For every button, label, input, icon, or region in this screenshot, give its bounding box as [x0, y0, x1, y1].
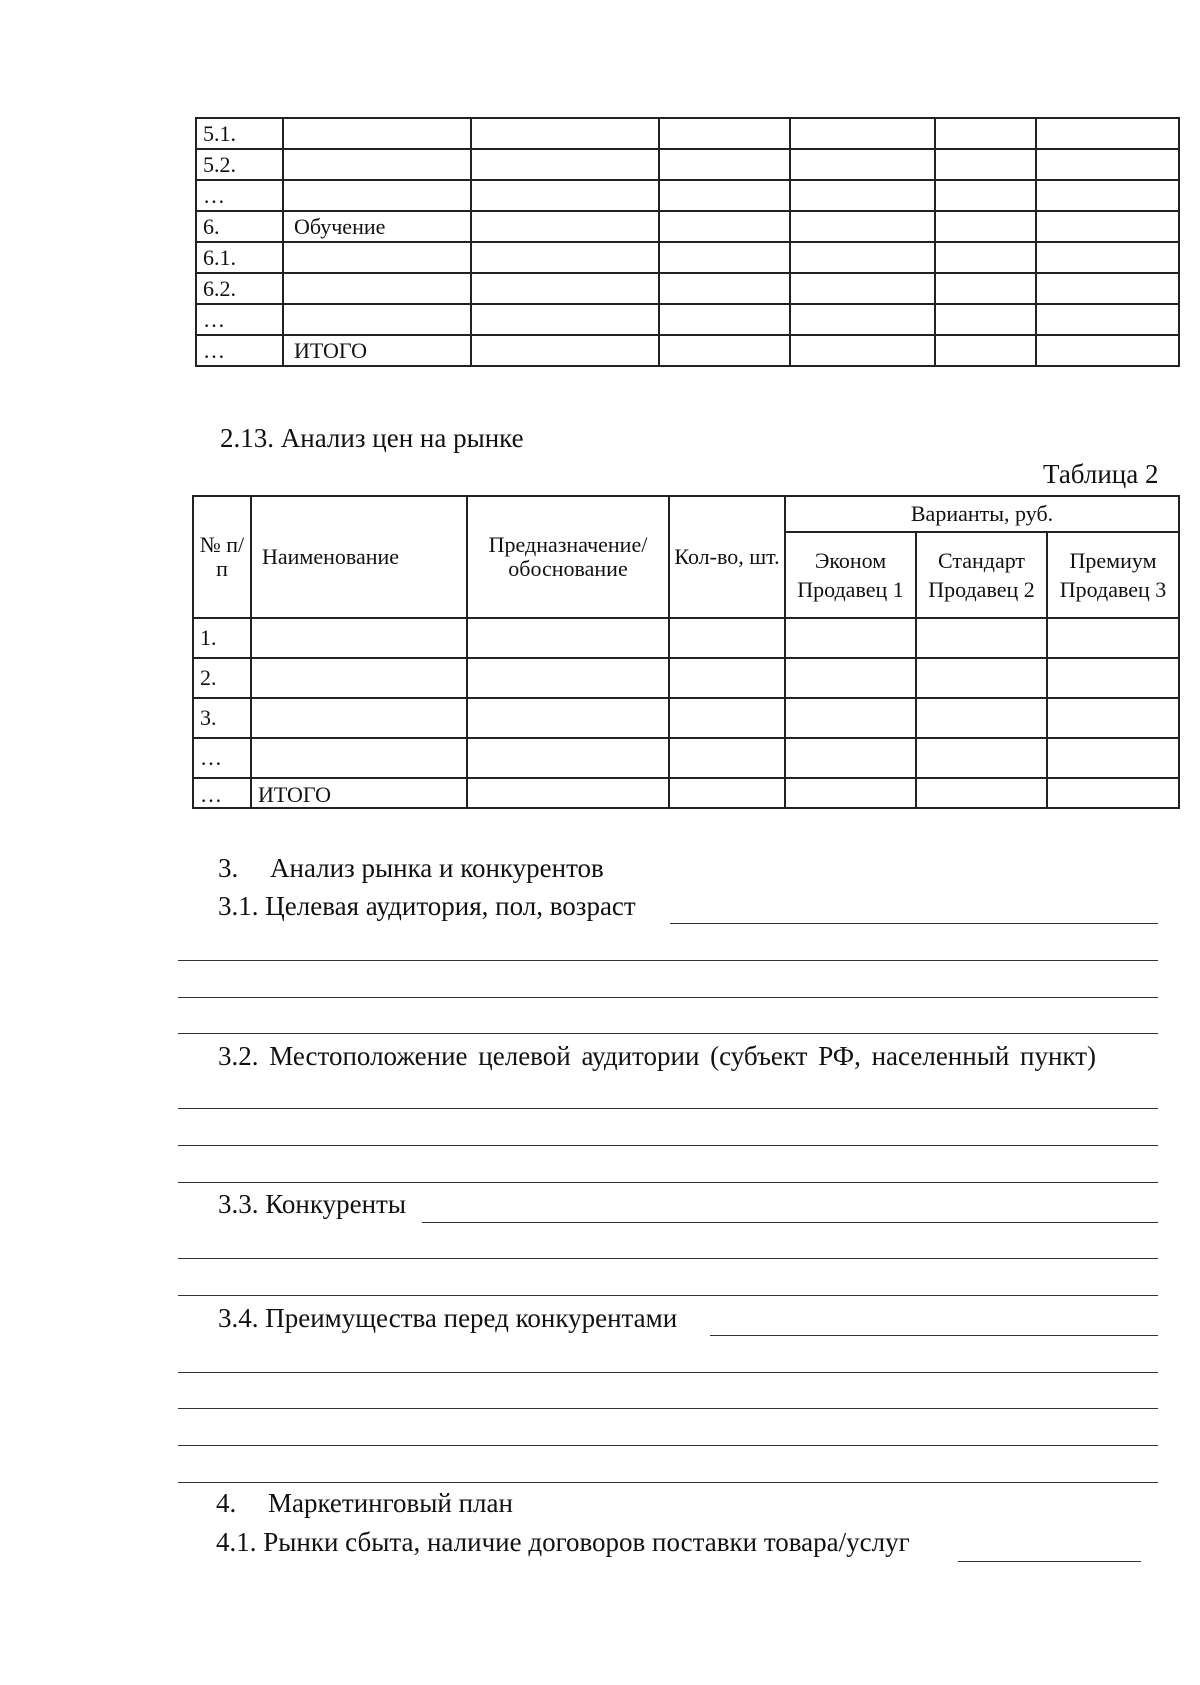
row-number-cell: 6.: [196, 211, 283, 242]
table-cell[interactable]: [916, 738, 1047, 778]
table-cell[interactable]: [1047, 618, 1179, 658]
table-cell[interactable]: [790, 273, 935, 304]
item-name-cell: [283, 304, 471, 335]
answer-line[interactable]: [178, 1258, 1158, 1259]
table-cell[interactable]: [935, 180, 1036, 211]
table-row: [196, 180, 1179, 211]
item-name-cell: [251, 618, 467, 658]
table-cell[interactable]: [1036, 118, 1179, 149]
item-name-cell: [251, 658, 467, 698]
answer-line[interactable]: [178, 1108, 1158, 1109]
cost-table-continuation: [195, 117, 1180, 367]
table-cell[interactable]: [467, 618, 669, 658]
section-4-number: 4.: [216, 1488, 237, 1518]
section-4-heading: [216, 1488, 513, 1518]
table-cell[interactable]: [669, 698, 785, 738]
table-cell[interactable]: [1036, 211, 1179, 242]
table-row: [196, 304, 1179, 335]
col-header-econom: Эконом Продавец 1: [785, 532, 916, 618]
col-header-standard: Стандарт Продавец 2: [916, 532, 1047, 618]
table-cell[interactable]: [669, 658, 785, 698]
section-3-heading: [218, 853, 604, 883]
table-cell[interactable]: [1047, 698, 1179, 738]
item-name-cell: [283, 118, 471, 149]
table-row: [196, 335, 1179, 366]
table-cell[interactable]: [669, 778, 785, 808]
answer-line[interactable]: [422, 1222, 1158, 1223]
table-cell[interactable]: [785, 738, 916, 778]
table-cell[interactable]: [790, 211, 935, 242]
table-cell[interactable]: [790, 118, 935, 149]
table-cell[interactable]: [785, 778, 916, 808]
col-header-variants: Варианты, руб.: [785, 496, 1179, 532]
table-cell[interactable]: [467, 778, 669, 808]
item-name-cell: [283, 180, 471, 211]
row-number-cell: 3.: [193, 698, 251, 738]
table-cell[interactable]: [1047, 738, 1179, 778]
table-cell[interactable]: [659, 304, 790, 335]
table-cell[interactable]: [790, 242, 935, 273]
table-cell[interactable]: [1036, 273, 1179, 304]
table-row: [193, 658, 1179, 698]
table-cell[interactable]: [935, 242, 1036, 273]
table-cell[interactable]: [785, 658, 916, 698]
table-cell[interactable]: [659, 335, 790, 366]
table-cell[interactable]: [935, 211, 1036, 242]
section-4-title: Маркетинговый план: [268, 1488, 513, 1518]
item-name-cell: ИТОГО: [283, 335, 471, 366]
table-cell[interactable]: [471, 304, 659, 335]
table-cell[interactable]: [467, 738, 669, 778]
answer-line[interactable]: [178, 1182, 1158, 1183]
table-cell[interactable]: [659, 149, 790, 180]
col-header-purpose: Предназначение/ обоснование: [467, 496, 669, 618]
table-row: [193, 698, 1179, 738]
answer-line[interactable]: [178, 1445, 1158, 1446]
table-cell[interactable]: [1036, 149, 1179, 180]
table-cell[interactable]: [467, 698, 669, 738]
row-number-cell: 6.2.: [196, 273, 283, 304]
answer-line[interactable]: [178, 997, 1158, 998]
table-cell[interactable]: [790, 149, 935, 180]
table-cell[interactable]: [1047, 778, 1179, 808]
table-row: [196, 118, 1179, 149]
answer-line[interactable]: [958, 1561, 1141, 1562]
item-name-cell: [251, 738, 467, 778]
table-cell[interactable]: [467, 658, 669, 698]
row-number-cell: …: [196, 180, 283, 211]
table-cell[interactable]: [659, 118, 790, 149]
question-3-4-label: 3.4. Преимущества перед конкурентами: [218, 1303, 678, 1333]
table-2-caption: Таблица 2: [1043, 459, 1159, 489]
table-cell[interactable]: [669, 738, 785, 778]
table-cell[interactable]: [790, 335, 935, 366]
item-name-cell: ИТОГО: [251, 778, 467, 808]
table-cell[interactable]: [659, 180, 790, 211]
table-row: [196, 273, 1179, 304]
item-name-cell: [251, 698, 467, 738]
table-cell[interactable]: [935, 335, 1036, 366]
table-cell[interactable]: [935, 149, 1036, 180]
item-name-cell: Обучение: [283, 211, 471, 242]
table-cell[interactable]: [790, 304, 935, 335]
table-cell[interactable]: [471, 335, 659, 366]
item-name-cell: [283, 242, 471, 273]
table-row: [193, 738, 1179, 778]
table-row: [193, 778, 1179, 808]
table-cell[interactable]: [785, 618, 916, 658]
table-cell[interactable]: [790, 180, 935, 211]
question-4-1-label: 4.1. Рынки сбыта, наличие договоров поставки товара/услуг: [216, 1527, 910, 1557]
item-name-cell: [283, 273, 471, 304]
row-number-cell: …: [193, 778, 251, 808]
item-name-cell: [283, 149, 471, 180]
table-cell[interactable]: [916, 778, 1047, 808]
row-number-cell: …: [196, 304, 283, 335]
price-analysis-table: [192, 495, 1180, 809]
answer-line[interactable]: [710, 1335, 1158, 1336]
table-cell[interactable]: [471, 242, 659, 273]
table-cell[interactable]: [1036, 335, 1179, 366]
table-cell[interactable]: [916, 658, 1047, 698]
table-cell[interactable]: [1047, 658, 1179, 698]
row-number-cell: …: [196, 335, 283, 366]
answer-line[interactable]: [178, 1408, 1158, 1409]
question-3-3-label: 3.3. Конкуренты: [218, 1189, 406, 1219]
col-header-num: № п/п: [193, 496, 251, 618]
section-3-title: Анализ рынка и конкурентов: [270, 853, 604, 883]
question-3-2-label: 3.2. Местоположение целевой аудитории (субъект РФ, населенный пункт): [218, 1041, 1096, 1071]
table-row: [193, 618, 1179, 658]
table-cell[interactable]: [935, 304, 1036, 335]
table-row: [196, 242, 1179, 273]
table-cell[interactable]: [659, 273, 790, 304]
question-3-1-label: 3.1. Целевая аудитория, пол, возраст: [218, 891, 636, 921]
row-number-cell: 5.1.: [196, 118, 283, 149]
row-number-cell: 2.: [193, 658, 251, 698]
table-cell[interactable]: [785, 698, 916, 738]
table-cell[interactable]: [935, 273, 1036, 304]
row-number-cell: …: [193, 738, 251, 778]
table-cell[interactable]: [1036, 304, 1179, 335]
col-header-name: Наименование: [251, 496, 467, 618]
table-cell[interactable]: [916, 698, 1047, 738]
col-header-qty: Кол-во, шт.: [669, 496, 785, 618]
table-cell[interactable]: [471, 211, 659, 242]
table-cell[interactable]: [935, 118, 1036, 149]
row-number-cell: 5.2.: [196, 149, 283, 180]
table-cell[interactable]: [471, 273, 659, 304]
row-number-cell: 6.1.: [196, 242, 283, 273]
answer-line[interactable]: [178, 1372, 1158, 1373]
table-cell[interactable]: [471, 149, 659, 180]
answer-line[interactable]: [178, 960, 1158, 961]
table-cell[interactable]: [669, 618, 785, 658]
answer-line[interactable]: [178, 1482, 1158, 1483]
table-cell[interactable]: [1036, 242, 1179, 273]
table-cell[interactable]: [1036, 180, 1179, 211]
answer-line[interactable]: [178, 1033, 1158, 1034]
section-3-number: 3.: [218, 853, 239, 883]
table-cell[interactable]: [471, 118, 659, 149]
answer-line[interactable]: [178, 1295, 1158, 1296]
table-cell[interactable]: [659, 211, 790, 242]
row-number-cell: 1.: [193, 618, 251, 658]
table-cell[interactable]: [471, 180, 659, 211]
answer-line[interactable]: [670, 923, 1158, 924]
section-2-13-heading: 2.13. Анализ цен на рынке: [220, 423, 524, 453]
table-cell[interactable]: [916, 618, 1047, 658]
table-cell[interactable]: [659, 242, 790, 273]
col-header-premium: Премиум Продавец 3: [1047, 532, 1179, 618]
table-row: [196, 211, 1179, 242]
answer-line[interactable]: [178, 1145, 1158, 1146]
table-row: [196, 149, 1179, 180]
